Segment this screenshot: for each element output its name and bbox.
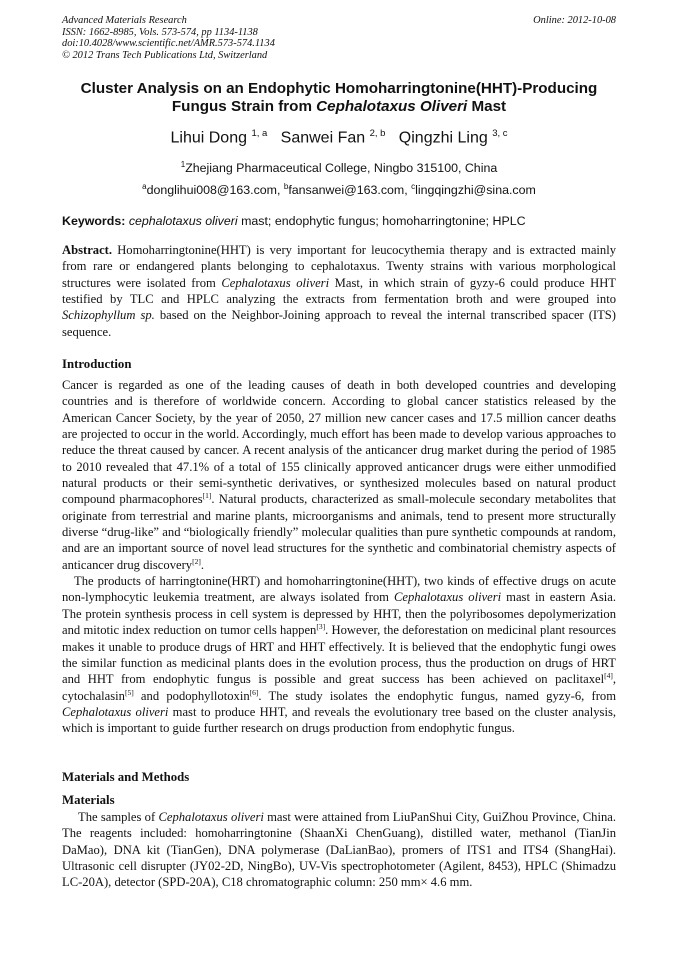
journal-issn: ISSN: 1662-8985, Vols. 573-574, pp 1134-1138 xyxy=(62,26,258,38)
abstract-text: based on the Neighbor-Joining approach to reveal the internal transcribed spacer (ITS) sequence. xyxy=(62,308,617,339)
introduction-body xyxy=(62,377,616,737)
intro-text: . However, the deforestation on medicinal plant resources makes it unable to produce drugs of HRT and HHT effectively. It is believed that the endophytic fungi owes the similar function as medicinal plants does in the evolution process, thus the production on drugs of HRT and HHT from endophytic fungus is possible and great success has been achieved on paclitaxel xyxy=(62,623,616,687)
intro-text: The products of harringtonine(HRT) and homoharringtonine(HHT), two kinds of effective drugs on acute non-lymphocytic leukemia treatment, are always isolated from xyxy=(62,574,616,605)
abstract-text: Homoharringtonine(HHT) is very important for leucocythemia therapy and is extracted mainly from rare or endangered plants belonging to cephalotaxus. Twenty strains with various morphological structures were isolated from xyxy=(62,243,616,290)
author-name: Sanwei Fan xyxy=(280,129,366,147)
species-name: Cephalotaxus oliveri xyxy=(394,590,502,605)
citation-ref[interactable]: [3] xyxy=(316,621,326,631)
email-address[interactable]: lingqingzhi@sina.com xyxy=(415,183,536,198)
citation-ref[interactable]: [1] xyxy=(202,491,212,501)
email-sup: a xyxy=(142,182,147,191)
intro-text: . The study isolates the endophytic fungus, named gyzy-6, from xyxy=(258,688,616,703)
abstract-species: Cephalotaxus oliveri xyxy=(221,275,330,290)
citation-ref[interactable]: [4] xyxy=(604,671,613,680)
journal-name: Advanced Materials Research xyxy=(62,15,187,26)
author-list xyxy=(62,124,616,148)
email-sup: c xyxy=(411,182,416,191)
author-name: Lihui Dong xyxy=(170,129,247,147)
keywords xyxy=(62,214,616,229)
materials-paragraph xyxy=(62,809,616,891)
subsection-heading-materials: Materials xyxy=(62,793,115,807)
author-sup: 3, c xyxy=(492,128,508,139)
affiliation xyxy=(62,157,616,176)
materials-text: mast were attained from LiuPanShui City, GuiZhou Province, China. The reagents included: homoharringtonine (ShaanXi ChenGuang), distilled water, methanol (TianJin DaMao), DNA kit (TianGen), DNA polymerase (DaLianBao), promers of ITS1 and ITS4 (ShangHai). Ultrasonic cell disrupter (JY02-2D, NingBo), UV-Vis spectrophotometer (Agilent, 8453), HPLC (Shimadzu LC-20A), detector (SPD-20A), C18 chromatographic column: 250 mm× 4.6 mm. xyxy=(62,810,616,890)
intro-text: Cancer is regarded as one of the leading causes of death in both developed countries and developing countries and is therefore of worldwide concern. According to global cancer statistics released by the American Cancer Society, by the year of 2050, 27 million new cancer cases and 17.5 million cancer deaths are projected to occur in the world. Accordingly, much effort has been made to develop various approaches to reduce the threat caused by cancer. A recent analysis of the anticancer drug market during the period of 1985 to 2010 revealed that 47.1% of a total of 155 clinically approved anticancer drugs were either unmodified natural products or their semi-synthetic derivatives, or synthesized molecules based on natural product compound pharmacophores xyxy=(62,378,616,507)
title-line-2 xyxy=(62,98,616,116)
intro-text: , cytochalasin xyxy=(62,672,616,703)
materials-text: The samples of xyxy=(78,810,159,824)
intro-paragraph-2 xyxy=(62,573,616,736)
species-name: Cephalotaxus oliveri xyxy=(158,810,264,824)
intro-text: and podophyllotoxin xyxy=(133,688,250,703)
materials-body xyxy=(62,809,616,891)
journal-header xyxy=(62,15,616,61)
author-emails xyxy=(62,179,616,198)
title-line-1: Cluster Analysis on an Endophytic Homoharringtonine(HHT)-Producing xyxy=(80,80,598,97)
citation-ref[interactable]: [5] xyxy=(124,687,134,697)
keywords-species: cephalotaxus oliveri xyxy=(128,214,238,228)
email-sup: b xyxy=(283,182,289,191)
title-line-2-prefix: Fungus Strain from xyxy=(171,98,317,115)
abstract-genus: Schizophyllum sp. xyxy=(62,308,155,323)
keywords-list: mast; endophytic fungus; homoharringtonine; HPLC xyxy=(237,214,526,228)
section-heading-introduction: Introduction xyxy=(62,357,132,371)
journal-copyright: © 2012 Trans Tech Publications Ltd, Switzerland xyxy=(62,49,268,61)
online-date: Online: 2012-10-08 xyxy=(533,15,616,26)
abstract-text: Mast, in which strain of gyzy-6 could produce HHT testified by TLC and HPLC analyzing the extracts from fermentation broth and were grouped into xyxy=(62,275,616,307)
journal-doi: doi:10.4028/www.scientific.net/AMR.573-574.1134 xyxy=(62,38,275,50)
abstract xyxy=(62,242,616,340)
citation-ref[interactable]: [6] xyxy=(249,687,259,697)
paper-title xyxy=(62,80,616,116)
author-sup: 1, a xyxy=(251,128,268,139)
email-address[interactable]: fansanwei@163.com, xyxy=(288,183,412,198)
keywords-label: Keywords: xyxy=(62,214,126,228)
author-sup: 2, b xyxy=(369,128,386,139)
species-name: Cephalotaxus oliveri xyxy=(62,704,169,719)
affiliation-text: Zhejiang Pharmaceutical College, Ningbo 315100, China xyxy=(185,161,498,176)
title-line-2-suffix: Mast xyxy=(467,98,507,115)
intro-text: . Natural products, characterized as small-molecule secondary metabolites that originate from terrestrial and marine plants, microorganisms and animals, tend to present more structurally diverse “drug-like” and “biologically friendly” molecular qualities than pure synthetic compounds at random, and are an important source of novel lead structures for the synthetic and combinatorial chemistry aspects of anticancer drug discovery xyxy=(62,492,616,572)
affiliation-sup: 1 xyxy=(180,160,186,169)
abstract-label: Abstract. xyxy=(62,243,113,257)
section-heading-materials-methods: Materials and Methods xyxy=(62,770,190,784)
intro-text: mast to produce HHT, and reveals the evolutionary tree based on the cluster analysis, which is important to guide further research on drugs production from endophytic fungus. xyxy=(62,704,616,736)
intro-text: . xyxy=(200,557,204,572)
citation-ref[interactable]: [2] xyxy=(192,556,201,566)
email-address[interactable]: donglihui008@163.com, xyxy=(146,183,284,198)
author-name: Qingzhi Ling xyxy=(398,129,488,147)
intro-paragraph-1 xyxy=(62,377,616,573)
intro-text: mast in eastern Asia. The protein synthesis process in cell system is depressed by HHT, then the polyribosomes depolymerization and mitotic index reduction on tumor cells happen xyxy=(62,590,616,638)
title-line-2-species: Cephalotaxus Oliveri xyxy=(316,98,468,115)
